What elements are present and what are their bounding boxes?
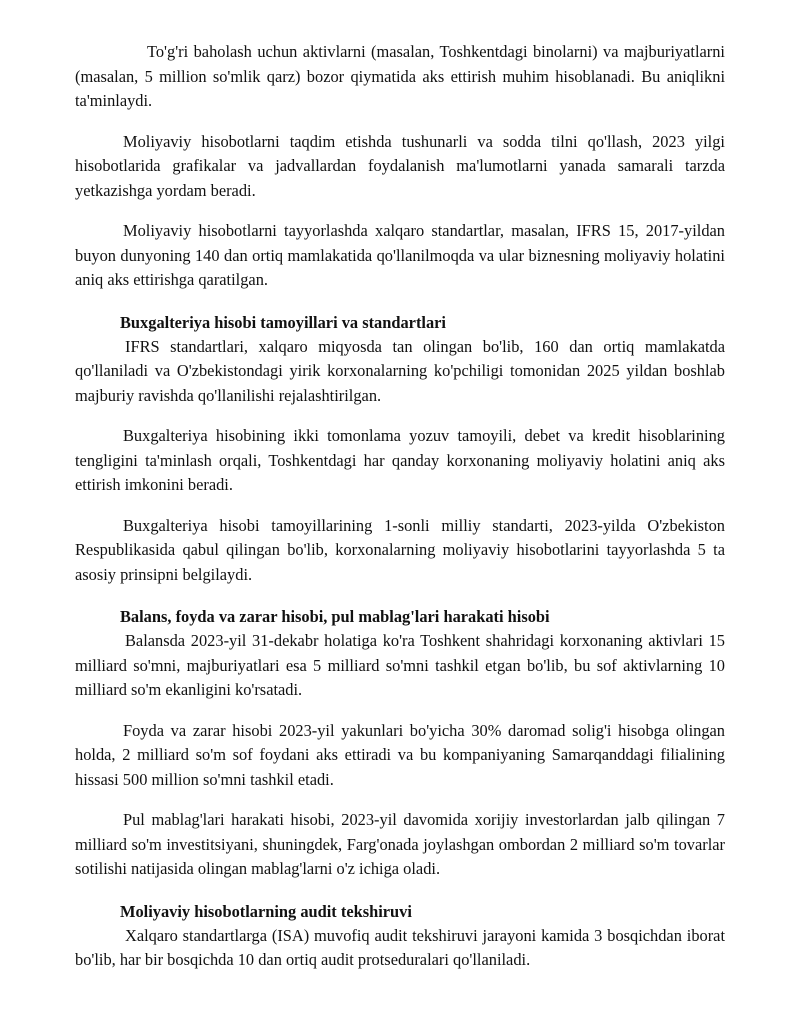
document-page [75,40,725,973]
paragraph-ifrs: IFRS standartlari, xalqaro miqyosda tan olingan bo'lib, 160 dan ortiq mamlakatda qo'llaniladi va O'zbekistondagi yirik korxonalarning ko'pchiligi tomonidan 2025 yildan boshlab majburiy ravishda qo'llanilishi rejalashtirilgan. [75,336,725,405]
section-heading-audit: Moliyaviy hisobotlarning audit tekshiruvi [120,901,412,921]
paragraph-clear-language: Moliyaviy hisobotlarni taqdim etishda tushunarli va sodda tilni qo'llash, 2023 yilgi hisobotlarida grafikalar va jadvallardan foydalanish ma'lumotlarni yanada samarali tarzda yetkazishga yordam beradi. [75,131,725,200]
paragraph-balance-sheet: Balansda 2023-yil 31-dekabr holatiga ko'ra Toshkent shahridagi korxonaning aktivlari 15 milliard so'mni, majburiyatlari esa 5 milliard so'mni tashkil etgan bo'lib, bu sof aktivlarning 10 milliard so'm ekanligini ko'rsatadi. [75,631,725,699]
paragraph-international-standards: Moliyaviy hisobotlarni tayyorlashda xalqaro standartlar, masalan, IFRS 15, 2017-yildan buyon dunyoning 140 dan ortiq mamlakatida qo'llanilmoqda va ular biznesning moliyaviy holatini aniq aks ettirishga qaratilgan. [75,221,725,289]
paragraph-audit-isa: Xalqaro standartlarga (ISA) muvofiq audit tekshiruvi jarayoni kamida 3 bosqichdan iborat bo'lib, har bir bosqichda 10 dan ortiq audit protseduralari qo'llaniladi. [75,925,725,969]
paragraph-double-entry: Buxgalteriya hisobining ikki tomonlama yozuv tamoyili, debet va kredit hisoblarining tengligini ta'minlash orqali, Toshkentdagi har qanday korxonaning moliyaviy holatini aniq aks ettirish imkonini beradi. [75,426,725,494]
paragraph-national-standard: Buxgalteriya hisobi tamoyillarining 1-sonli milliy standarti, 2023-yilda O'zbekiston Respublikasida qabul qilingan bo'lib, korxonalarning moliyaviy hisobotlarini tayyorlashda 5 ta asosiy prinsipni belgilaydi. [75,515,725,584]
paragraph-income-statement: Foyda va zarar hisobi 2023-yil yakunlari bo'yicha 30% daromad solig'i hisobga olingan holda, 2 milliard so'm sof foydani aks ettiradi va bu kompaniyaning Samarqanddagi filialining hissasi 500 million so'mni tashkil etadi. [75,720,725,789]
paragraph-fair-value: To'g'ri baholash uchun aktivlarni (masalan, Toshkentdagi binolarni) va majburiyatlarni (masalan, 5 million so'mlik qarz) bozor qiymatida aks ettirish muhim hisoblanadi. Bu aniqlikni ta'minlaydi. [75,42,725,110]
section-heading-financial-statements: Balans, foyda va zarar hisobi, pul mablag'lari harakati hisobi [120,607,550,626]
paragraph-cash-flow: Pul mablag'lari harakati hisobi, 2023-yil davomida xorijiy investorlardan jalb qilingan 7 milliard so'm investitsiyani, shuningdek, Farg'onada joylashgan ombordan 2 milliard so'm tovarlar sotilishi natijasida olingan mablag'larni o'z ichiga oladi. [75,810,725,878]
section-heading-accounting-principles: Buxgalteriya hisobi tamoyillari va standartlari [120,312,446,332]
